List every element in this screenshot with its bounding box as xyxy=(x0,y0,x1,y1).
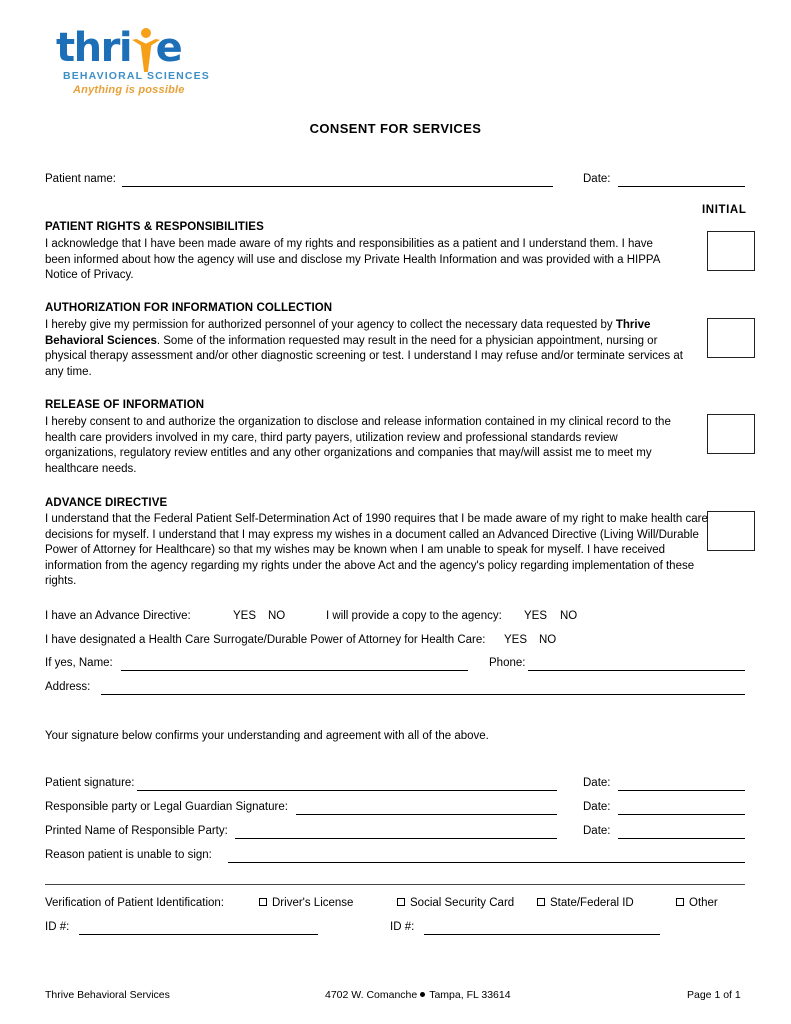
patient-name-label: Patient name: xyxy=(45,173,116,185)
surrogate-question-label: I have designated a Health Care Surrogate/Durable Power of Attorney for Health Care: xyxy=(45,634,486,646)
initial-box-authorization[interactable] xyxy=(707,318,755,358)
header-date-input[interactable] xyxy=(618,186,745,187)
advance-directive-no[interactable]: NO xyxy=(268,610,286,622)
patient-signature-date-input[interactable] xyxy=(618,790,745,791)
checkbox-social-security-card-icon[interactable] xyxy=(397,898,405,906)
verification-option-state-federal-id[interactable] xyxy=(537,897,634,910)
surrogate-phone-input[interactable] xyxy=(528,670,745,671)
verification-option-other[interactable] xyxy=(676,897,718,910)
logo-person-body xyxy=(138,44,154,72)
unable-to-sign-reason-label: Reason patient is unable to sign: xyxy=(45,849,212,861)
surrogate-address-label: Address: xyxy=(45,681,91,693)
initial-box-patient-rights[interactable] xyxy=(707,231,755,271)
id-number-right-input[interactable] xyxy=(424,934,660,935)
verification-option-social-security-card-label: Social Security Card xyxy=(410,897,515,909)
section-body-advance-directive: I understand that the Federal Patient Self-Determination Act of 1990 requires that I be made aware of my right to make health care decisions for myself. I understand that I may express my wishes in a document called an Advanced Directive (Living Will/Durable Power of Attorney for Healthcare) so that my wishes may be known when I am unable to speak for myself. I have received information from the agency regarding my rights under the above Act and the agency's policy regarding implementation of these rights. xyxy=(45,513,708,588)
copy-to-agency-question-label: I will provide a copy to the agency: xyxy=(326,610,502,622)
guardian-signature-date-label: Date: xyxy=(583,801,611,813)
logo-subtitle: BEHAVIORAL SCIENCES xyxy=(63,70,210,82)
footer-bullet-icon xyxy=(420,992,425,997)
section-heading-release: RELEASE OF INFORMATION xyxy=(45,399,205,411)
id-number-right-label: ID #: xyxy=(390,921,415,933)
section-body-patient-rights: I acknowledge that I have been made aware of my rights and responsibilities as a patient and I understand them. I have been informed about how the agency will use and disclose my Private Health Information and was provided with a HIPPA Notice of Privacy. xyxy=(45,238,660,282)
logo-tagline: Anything is possible xyxy=(73,84,185,96)
section-heading-advance-directive: ADVANCE DIRECTIVE xyxy=(45,497,168,509)
thrive-logo xyxy=(56,25,210,98)
checkbox-state-federal-id-icon[interactable] xyxy=(537,898,545,906)
guardian-signature-label: Responsible party or Legal Guardian Signature: xyxy=(45,801,288,813)
page-title: CONSENT FOR SERVICES xyxy=(309,121,482,136)
surrogate-address-input[interactable] xyxy=(101,694,745,695)
checkbox-other-icon[interactable] xyxy=(676,898,684,906)
unable-to-sign-reason-input[interactable] xyxy=(228,862,745,863)
patient-name-input[interactable] xyxy=(122,186,553,187)
copy-to-agency-yes[interactable]: YES xyxy=(524,610,548,622)
advance-directive-yes[interactable]: YES xyxy=(233,610,257,622)
footer-left: Thrive Behavioral Services xyxy=(45,989,170,1001)
initial-box-release[interactable] xyxy=(707,414,755,454)
section-heading-authorization: AUTHORIZATION FOR INFORMATION COLLECTION xyxy=(45,302,333,314)
id-number-left-input[interactable] xyxy=(79,934,318,935)
footer-center xyxy=(325,989,511,1001)
verification-option-drivers-license-label: Driver's License xyxy=(272,897,354,909)
guardian-signature-input[interactable] xyxy=(296,814,557,815)
section-body-authorization: I hereby give my permission for authorized personnel of your agency to collect the necessary data requested by Thrive Behavioral Sciences. Some of the information requested may result in the need for a physician appointment, nursing or physical therapy assessment and/or other diagnostic screening or test. I understand I may refuse and/or terminate services at any time. xyxy=(45,319,683,378)
initial-column-heading: INITIAL xyxy=(702,204,747,216)
footer-page-number: Page 1 of 1 xyxy=(687,989,741,1001)
printed-name-date-input[interactable] xyxy=(618,838,745,839)
copy-to-agency-no[interactable]: NO xyxy=(560,610,578,622)
patient-signature-input[interactable] xyxy=(137,790,557,791)
verification-option-social-security-card[interactable] xyxy=(397,897,514,910)
patient-signature-date-label: Date: xyxy=(583,777,611,789)
section-body-release: I hereby consent to and authorize the organization to disclose and release information contained in my clinical record to the health care providers involved in my care, third party payers, utilization review and professional standards review organizations, regulatory review entitles and any other organizations and companies that may/will assist me to meet my healthcare needs. xyxy=(45,416,671,475)
surrogate-no[interactable]: NO xyxy=(539,634,557,646)
surrogate-yes[interactable]: YES xyxy=(504,634,528,646)
initial-box-advance-directive[interactable] xyxy=(707,511,755,551)
header-date-label: Date: xyxy=(583,173,611,185)
id-number-left-label: ID #: xyxy=(45,921,70,933)
verification-option-drivers-license[interactable] xyxy=(259,897,353,910)
footer-address-street: 4702 W. Comanche xyxy=(325,989,418,1001)
verification-option-state-federal-id-label: State/Federal ID xyxy=(550,897,634,909)
patient-signature-label: Patient signature: xyxy=(45,777,135,789)
logo-person-head xyxy=(141,28,151,38)
printed-name-date-label: Date: xyxy=(583,825,611,837)
guardian-signature-date-input[interactable] xyxy=(618,814,745,815)
surrogate-name-input[interactable] xyxy=(121,670,468,671)
section-heading-patient-rights: PATIENT RIGHTS & RESPONSIBILITIES xyxy=(45,221,264,233)
footer-address-city: Tampa, FL 33614 xyxy=(429,989,511,1001)
printed-name-label: Printed Name of Responsible Party: xyxy=(45,825,228,837)
logo-person-icon xyxy=(132,28,160,72)
verification-option-other-label: Other xyxy=(689,897,718,909)
advance-directive-question-label: I have an Advance Directive: xyxy=(45,610,191,622)
section-divider xyxy=(45,884,745,885)
signature-intro-text: Your signature below confirms your understanding and agreement with all of the above. xyxy=(45,730,489,742)
checkbox-drivers-license-icon[interactable] xyxy=(259,898,267,906)
printed-name-input[interactable] xyxy=(235,838,557,839)
surrogate-phone-label: Phone: xyxy=(489,657,526,669)
verification-label: Verification of Patient Identification: xyxy=(45,897,224,909)
logo-wordmark: thri e xyxy=(56,25,182,71)
surrogate-name-label: If yes, Name: xyxy=(45,657,113,669)
